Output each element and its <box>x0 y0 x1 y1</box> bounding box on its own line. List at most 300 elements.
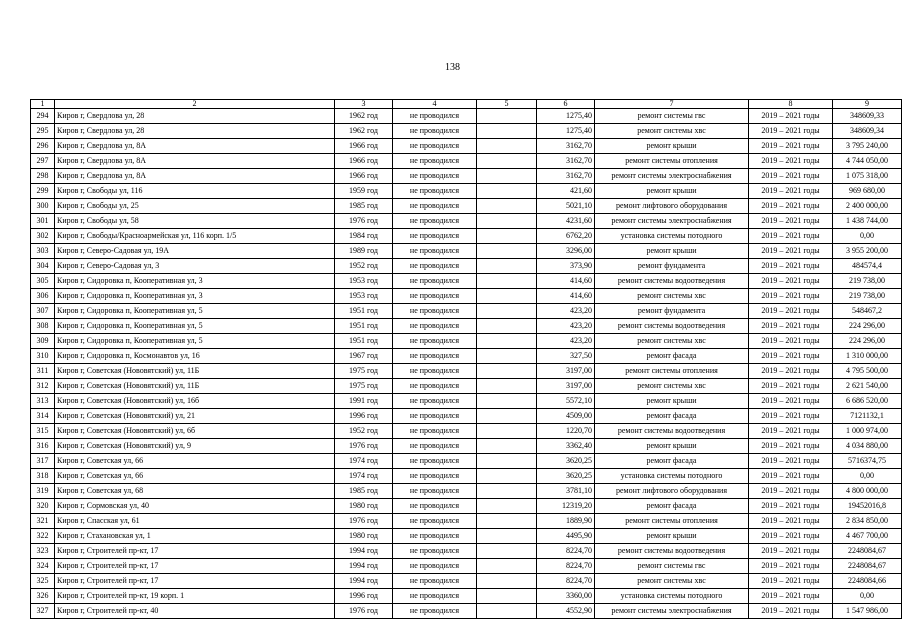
cell-cost: 224 296,00 <box>833 334 902 349</box>
cell-row-number: 309 <box>31 334 55 349</box>
cell-address: Киров г, Свободы ул, 58 <box>55 214 335 229</box>
cell-last-repair: не проводился <box>393 229 477 244</box>
cell-period: 2019 – 2021 годы <box>749 334 833 349</box>
cell-work-type: ремонт системы хвс <box>595 379 749 394</box>
cell-period: 2019 – 2021 годы <box>749 349 833 364</box>
table-row <box>31 184 902 199</box>
cell-empty-column <box>477 604 537 619</box>
cell-build-year: 1991 год <box>335 394 393 409</box>
cell-area: 1275,40 <box>537 109 595 124</box>
cell-cost: 4 795 500,00 <box>833 364 902 379</box>
cell-period: 2019 – 2021 годы <box>749 199 833 214</box>
cell-last-repair: не проводился <box>393 259 477 274</box>
table-row <box>31 409 902 424</box>
cell-period: 2019 – 2021 годы <box>749 529 833 544</box>
cell-empty-column <box>477 109 537 124</box>
table-row <box>31 169 902 184</box>
cell-work-type: ремонт системы электроснабжения <box>595 214 749 229</box>
cell-area: 373,90 <box>537 259 595 274</box>
table-row <box>31 199 902 214</box>
cell-address: Киров г, Сидоровка п, Кооперативная ул, 3 <box>55 289 335 304</box>
cell-cost: 224 296,00 <box>833 319 902 334</box>
cell-period: 2019 – 2021 годы <box>749 154 833 169</box>
table-row <box>31 484 902 499</box>
table-row <box>31 604 902 619</box>
cell-row-number: 307 <box>31 304 55 319</box>
cell-build-year: 1984 год <box>335 229 393 244</box>
cell-last-repair: не проводился <box>393 574 477 589</box>
cell-work-type: ремонт фундамента <box>595 259 749 274</box>
cell-last-repair: не проводился <box>393 364 477 379</box>
table-row <box>31 514 902 529</box>
table-row <box>31 304 902 319</box>
cell-work-type: ремонт системы хвс <box>595 289 749 304</box>
cell-empty-column <box>477 304 537 319</box>
cell-cost: 3 795 240,00 <box>833 139 902 154</box>
cell-build-year: 1962 год <box>335 109 393 124</box>
cell-area: 5572,10 <box>537 394 595 409</box>
cell-empty-column <box>477 514 537 529</box>
cell-empty-column <box>477 364 537 379</box>
cell-period: 2019 – 2021 годы <box>749 169 833 184</box>
cell-address: Киров г, Свободы ул, 116 <box>55 184 335 199</box>
cell-build-year: 1976 год <box>335 604 393 619</box>
cell-empty-column <box>477 544 537 559</box>
cell-period: 2019 – 2021 годы <box>749 379 833 394</box>
cell-period: 2019 – 2021 годы <box>749 259 833 274</box>
cell-empty-column <box>477 484 537 499</box>
column-number-header: 3 <box>335 100 393 109</box>
cell-work-type: ремонт системы электроснабжения <box>595 604 749 619</box>
cell-row-number: 305 <box>31 274 55 289</box>
cell-row-number: 308 <box>31 319 55 334</box>
cell-area: 423,20 <box>537 334 595 349</box>
cell-address: Киров г, Советская (Нововятский) ул, 6б <box>55 424 335 439</box>
cell-period: 2019 – 2021 годы <box>749 214 833 229</box>
cell-work-type: ремонт системы водоотведения <box>595 544 749 559</box>
table-row <box>31 349 902 364</box>
cell-work-type: ремонт фундамента <box>595 304 749 319</box>
cell-empty-column <box>477 184 537 199</box>
cell-address: Киров г, Советская ул, 66 <box>55 469 335 484</box>
cell-empty-column <box>477 289 537 304</box>
cell-last-repair: не проводился <box>393 544 477 559</box>
table-row <box>31 589 902 604</box>
table-row <box>31 214 902 229</box>
cell-build-year: 1976 год <box>335 439 393 454</box>
cell-work-type: ремонт системы отопления <box>595 514 749 529</box>
cell-area: 327,50 <box>537 349 595 364</box>
cell-empty-column <box>477 319 537 334</box>
cell-cost: 4 467 700,00 <box>833 529 902 544</box>
cell-area: 1889,90 <box>537 514 595 529</box>
cell-cost: 4 744 050,00 <box>833 154 902 169</box>
cell-period: 2019 – 2021 годы <box>749 364 833 379</box>
cell-last-repair: не проводился <box>393 199 477 214</box>
cell-address: Киров г, Северо-Садовая ул, 19А <box>55 244 335 259</box>
cell-empty-column <box>477 499 537 514</box>
cell-build-year: 1952 год <box>335 424 393 439</box>
cell-address: Киров г, Строителей пр-кт, 17 <box>55 574 335 589</box>
table-row <box>31 394 902 409</box>
cell-last-repair: не проводился <box>393 469 477 484</box>
cell-cost: 6 686 520,00 <box>833 394 902 409</box>
cell-last-repair: не проводился <box>393 184 477 199</box>
cell-area: 3162,70 <box>537 154 595 169</box>
cell-row-number: 314 <box>31 409 55 424</box>
cell-period: 2019 – 2021 годы <box>749 289 833 304</box>
column-number-header: 2 <box>55 100 335 109</box>
table-row <box>31 334 902 349</box>
cell-last-repair: не проводился <box>393 499 477 514</box>
cell-address: Киров г, Советская (Нововятский) ул, 11Б <box>55 379 335 394</box>
cell-period: 2019 – 2021 годы <box>749 229 833 244</box>
table-row <box>31 109 902 124</box>
cell-work-type: установка системы потодного <box>595 469 749 484</box>
cell-period: 2019 – 2021 годы <box>749 409 833 424</box>
cell-last-repair: не проводился <box>393 154 477 169</box>
cell-area: 421,60 <box>537 184 595 199</box>
cell-area: 6762,20 <box>537 229 595 244</box>
cell-build-year: 1966 год <box>335 154 393 169</box>
cell-row-number: 312 <box>31 379 55 394</box>
cell-row-number: 323 <box>31 544 55 559</box>
cell-period: 2019 – 2021 годы <box>749 274 833 289</box>
cell-address: Киров г, Сидоровка п, Кооперативная ул, 5 <box>55 304 335 319</box>
cell-empty-column <box>477 559 537 574</box>
table-row <box>31 289 902 304</box>
cell-area: 4231,60 <box>537 214 595 229</box>
cell-cost: 3 955 200,00 <box>833 244 902 259</box>
cell-row-number: 320 <box>31 499 55 514</box>
cell-empty-column <box>477 454 537 469</box>
table-row <box>31 559 902 574</box>
cell-build-year: 1980 год <box>335 499 393 514</box>
cell-row-number: 315 <box>31 424 55 439</box>
cell-work-type: ремонт крыши <box>595 529 749 544</box>
cell-build-year: 1951 год <box>335 319 393 334</box>
table-row <box>31 364 902 379</box>
cell-address: Киров г, Строителей пр-кт, 17 <box>55 544 335 559</box>
table-row <box>31 319 902 334</box>
table-row <box>31 439 902 454</box>
cell-period: 2019 – 2021 годы <box>749 604 833 619</box>
cell-empty-column <box>477 409 537 424</box>
cell-address: Киров г, Свердлова ул, 8А <box>55 169 335 184</box>
cell-row-number: 318 <box>31 469 55 484</box>
cell-build-year: 1980 год <box>335 529 393 544</box>
column-number-header: 7 <box>595 100 749 109</box>
cell-empty-column <box>477 214 537 229</box>
cell-build-year: 1959 год <box>335 184 393 199</box>
cell-row-number: 316 <box>31 439 55 454</box>
cell-last-repair: не проводился <box>393 559 477 574</box>
cell-cost: 19452016,8 <box>833 499 902 514</box>
cell-build-year: 1994 год <box>335 574 393 589</box>
cell-empty-column <box>477 244 537 259</box>
cell-last-repair: не проводился <box>393 379 477 394</box>
cell-last-repair: не проводился <box>393 454 477 469</box>
cell-period: 2019 – 2021 годы <box>749 139 833 154</box>
cell-empty-column <box>477 574 537 589</box>
cell-work-type: ремонт системы водоотведения <box>595 424 749 439</box>
cell-area: 8224,70 <box>537 544 595 559</box>
cell-area: 3362,40 <box>537 439 595 454</box>
table-row <box>31 574 902 589</box>
cell-area: 414,60 <box>537 274 595 289</box>
cell-area: 414,60 <box>537 289 595 304</box>
cell-cost: 7121132,1 <box>833 409 902 424</box>
cell-row-number: 313 <box>31 394 55 409</box>
cell-cost: 348609,33 <box>833 109 902 124</box>
cell-cost: 1 075 318,00 <box>833 169 902 184</box>
cell-period: 2019 – 2021 годы <box>749 124 833 139</box>
cell-period: 2019 – 2021 годы <box>749 589 833 604</box>
cell-address: Киров г, Сормовская ул, 40 <box>55 499 335 514</box>
table-row <box>31 544 902 559</box>
cell-cost: 219 738,00 <box>833 274 902 289</box>
cell-period: 2019 – 2021 годы <box>749 454 833 469</box>
cell-address: Киров г, Свердлова ул, 28 <box>55 109 335 124</box>
cell-build-year: 1975 год <box>335 364 393 379</box>
cell-row-number: 324 <box>31 559 55 574</box>
cell-build-year: 1975 год <box>335 379 393 394</box>
cell-empty-column <box>477 394 537 409</box>
cell-last-repair: не проводился <box>393 409 477 424</box>
cell-period: 2019 – 2021 годы <box>749 319 833 334</box>
cell-row-number: 317 <box>31 454 55 469</box>
cell-work-type: ремонт крыши <box>595 439 749 454</box>
cell-address: Киров г, Северо-Садовая ул, 3 <box>55 259 335 274</box>
cell-area: 3781,10 <box>537 484 595 499</box>
column-number-header: 1 <box>31 100 55 109</box>
cell-row-number: 321 <box>31 514 55 529</box>
cell-work-type: ремонт системы отопления <box>595 364 749 379</box>
cell-build-year: 1996 год <box>335 409 393 424</box>
cell-cost: 0,00 <box>833 469 902 484</box>
cell-last-repair: не проводился <box>393 334 477 349</box>
cell-build-year: 1976 год <box>335 214 393 229</box>
cell-last-repair: не проводился <box>393 439 477 454</box>
cell-work-type: ремонт фасада <box>595 454 749 469</box>
cell-empty-column <box>477 529 537 544</box>
cell-build-year: 1966 год <box>335 139 393 154</box>
cell-build-year: 1951 год <box>335 304 393 319</box>
cell-row-number: 303 <box>31 244 55 259</box>
cell-work-type: ремонт системы водоотведения <box>595 319 749 334</box>
cell-work-type: ремонт системы электроснабжения <box>595 169 749 184</box>
cell-last-repair: не проводился <box>393 424 477 439</box>
cell-work-type: ремонт крыши <box>595 184 749 199</box>
cell-period: 2019 – 2021 годы <box>749 244 833 259</box>
cell-work-type: ремонт лифтового оборудования <box>595 484 749 499</box>
cell-period: 2019 – 2021 годы <box>749 514 833 529</box>
cell-row-number: 294 <box>31 109 55 124</box>
column-number-header: 8 <box>749 100 833 109</box>
table-row <box>31 469 902 484</box>
cell-build-year: 1953 год <box>335 289 393 304</box>
cell-cost: 219 738,00 <box>833 289 902 304</box>
column-number-header: 4 <box>393 100 477 109</box>
cell-area: 3620,25 <box>537 469 595 484</box>
cell-period: 2019 – 2021 годы <box>749 109 833 124</box>
cell-cost: 548467,2 <box>833 304 902 319</box>
cell-last-repair: не проводился <box>393 274 477 289</box>
cell-empty-column <box>477 469 537 484</box>
cell-work-type: ремонт системы гвс <box>595 109 749 124</box>
cell-last-repair: не проводился <box>393 394 477 409</box>
cell-last-repair: не проводился <box>393 589 477 604</box>
cell-cost: 2248084,66 <box>833 574 902 589</box>
cell-area: 4552,90 <box>537 604 595 619</box>
cell-address: Киров г, Советская (Нововятский) ул, 16б <box>55 394 335 409</box>
cell-last-repair: не проводился <box>393 529 477 544</box>
table-header-row <box>31 100 902 109</box>
table-row <box>31 139 902 154</box>
cell-build-year: 1951 год <box>335 334 393 349</box>
cell-last-repair: не проводился <box>393 109 477 124</box>
cell-work-type: ремонт крыши <box>595 244 749 259</box>
cell-empty-column <box>477 139 537 154</box>
cell-area: 3197,00 <box>537 379 595 394</box>
cell-area: 5021,10 <box>537 199 595 214</box>
cell-work-type: ремонт фасада <box>595 409 749 424</box>
cell-last-repair: не проводился <box>393 244 477 259</box>
cell-build-year: 1985 год <box>335 484 393 499</box>
cell-build-year: 1994 год <box>335 559 393 574</box>
cell-row-number: 296 <box>31 139 55 154</box>
cell-work-type: ремонт системы хвс <box>595 334 749 349</box>
cell-last-repair: не проводился <box>393 514 477 529</box>
cell-last-repair: не проводился <box>393 349 477 364</box>
table-row <box>31 274 902 289</box>
cell-cost: 484574,4 <box>833 259 902 274</box>
cell-area: 3296,00 <box>537 244 595 259</box>
cell-period: 2019 – 2021 годы <box>749 394 833 409</box>
cell-row-number: 302 <box>31 229 55 244</box>
cell-empty-column <box>477 274 537 289</box>
cell-period: 2019 – 2021 годы <box>749 184 833 199</box>
cell-area: 3620,25 <box>537 454 595 469</box>
cell-empty-column <box>477 379 537 394</box>
cell-cost: 2 621 540,00 <box>833 379 902 394</box>
cell-address: Киров г, Советская (Нововятский) ул, 21 <box>55 409 335 424</box>
cell-empty-column <box>477 334 537 349</box>
cell-area: 3197,00 <box>537 364 595 379</box>
cell-cost: 1 438 744,00 <box>833 214 902 229</box>
cell-build-year: 1989 год <box>335 244 393 259</box>
cell-address: Киров г, Советская (Нововятский) ул, 11Б <box>55 364 335 379</box>
cell-empty-column <box>477 259 537 274</box>
cell-work-type: ремонт крыши <box>595 139 749 154</box>
cell-address: Киров г, Свердлова ул, 28 <box>55 124 335 139</box>
cell-area: 3360,00 <box>537 589 595 604</box>
cell-build-year: 1952 год <box>335 259 393 274</box>
cell-address: Киров г, Сидоровка п, Кооперативная ул, 5 <box>55 319 335 334</box>
cell-row-number: 319 <box>31 484 55 499</box>
cell-area: 8224,70 <box>537 574 595 589</box>
cell-row-number: 306 <box>31 289 55 304</box>
cell-build-year: 1996 год <box>335 589 393 604</box>
cell-period: 2019 – 2021 годы <box>749 469 833 484</box>
cell-row-number: 311 <box>31 364 55 379</box>
cell-build-year: 1962 год <box>335 124 393 139</box>
cell-period: 2019 – 2021 годы <box>749 424 833 439</box>
cell-build-year: 1953 год <box>335 274 393 289</box>
cell-address: Киров г, Свердлова ул, 8А <box>55 139 335 154</box>
cell-work-type: ремонт фасада <box>595 349 749 364</box>
cell-work-type: ремонт системы отопления <box>595 154 749 169</box>
cell-empty-column <box>477 439 537 454</box>
cell-row-number: 326 <box>31 589 55 604</box>
cell-build-year: 1974 год <box>335 454 393 469</box>
cell-row-number: 304 <box>31 259 55 274</box>
column-number-header: 5 <box>477 100 537 109</box>
cell-last-repair: не проводился <box>393 139 477 154</box>
cell-build-year: 1966 год <box>335 169 393 184</box>
cell-empty-column <box>477 199 537 214</box>
cell-last-repair: не проводился <box>393 169 477 184</box>
cell-address: Киров г, Свободы/Красноармейская ул, 116 корп. 1/5 <box>55 229 335 244</box>
cell-build-year: 1985 год <box>335 199 393 214</box>
cell-work-type: ремонт фасада <box>595 499 749 514</box>
page-number: 138 <box>445 62 460 73</box>
cell-row-number: 300 <box>31 199 55 214</box>
cell-cost: 1 000 974,00 <box>833 424 902 439</box>
cell-address: Киров г, Советская (Нововятский) ул, 9 <box>55 439 335 454</box>
cell-area: 8224,70 <box>537 559 595 574</box>
cell-empty-column <box>477 349 537 364</box>
cell-work-type: ремонт системы хвс <box>595 124 749 139</box>
table-row <box>31 529 902 544</box>
cell-last-repair: не проводился <box>393 319 477 334</box>
cell-row-number: 298 <box>31 169 55 184</box>
cell-address: Киров г, Стахановская ул, 1 <box>55 529 335 544</box>
cell-last-repair: не проводился <box>393 604 477 619</box>
table-row <box>31 244 902 259</box>
cell-build-year: 1967 год <box>335 349 393 364</box>
cell-area: 12319,20 <box>537 499 595 514</box>
cell-address: Киров г, Строителей пр-кт, 19 корп. 1 <box>55 589 335 604</box>
repair-register-table <box>30 99 902 619</box>
cell-area: 1220,70 <box>537 424 595 439</box>
cell-last-repair: не проводился <box>393 289 477 304</box>
cell-work-type: ремонт системы водоотведения <box>595 274 749 289</box>
cell-area: 3162,70 <box>537 169 595 184</box>
cell-row-number: 322 <box>31 529 55 544</box>
cell-period: 2019 – 2021 годы <box>749 574 833 589</box>
cell-address: Киров г, Советская ул, 68 <box>55 484 335 499</box>
table-row <box>31 379 902 394</box>
cell-address: Киров г, Сидоровка п, Кооперативная ул, 3 <box>55 274 335 289</box>
cell-address: Киров г, Строителей пр-кт, 40 <box>55 604 335 619</box>
table-row <box>31 454 902 469</box>
cell-cost: 4 800 000,00 <box>833 484 902 499</box>
table-row <box>31 424 902 439</box>
cell-cost: 2248084,67 <box>833 559 902 574</box>
cell-work-type: ремонт системы хвс <box>595 574 749 589</box>
cell-address: Киров г, Советская ул, 66 <box>55 454 335 469</box>
table-row <box>31 259 902 274</box>
cell-work-type: ремонт лифтового оборудования <box>595 199 749 214</box>
cell-row-number: 295 <box>31 124 55 139</box>
cell-period: 2019 – 2021 годы <box>749 304 833 319</box>
cell-empty-column <box>477 589 537 604</box>
cell-period: 2019 – 2021 годы <box>749 544 833 559</box>
cell-last-repair: не проводился <box>393 124 477 139</box>
cell-row-number: 310 <box>31 349 55 364</box>
cell-area: 423,20 <box>537 304 595 319</box>
